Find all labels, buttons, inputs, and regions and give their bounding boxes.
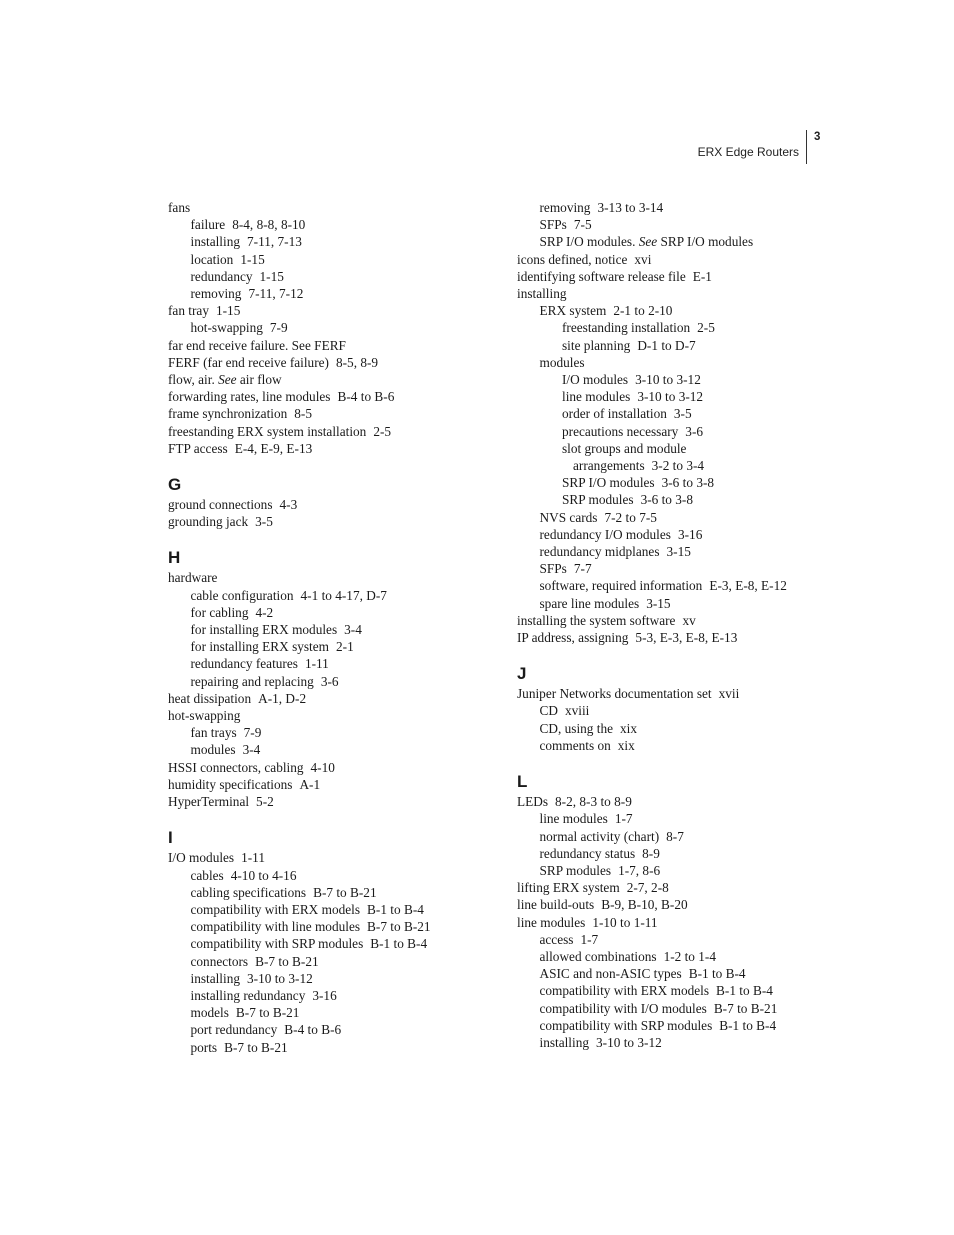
index-term: grounding jack (168, 514, 249, 530)
index-term: location (190, 251, 234, 267)
index-term: connectors (190, 953, 249, 969)
index-subentry (517, 948, 817, 965)
page-references: B-7 to B-21 (255, 953, 319, 969)
page-references: 3-6 to 3-8 (661, 475, 715, 491)
page-references: 3-16 (312, 987, 337, 1003)
page-references: 7-11, 7-12 (248, 286, 304, 302)
index-term: installing (517, 286, 567, 302)
index-term: hot-swapping (190, 320, 263, 336)
page-references: A-1 (299, 776, 321, 792)
page-references: 3-16 (677, 526, 703, 542)
index-entry (168, 199, 488, 216)
page-references: 7-11, 7-13 (247, 234, 302, 250)
index-term: for installing ERX modules (190, 622, 338, 638)
index-term: ground connections (168, 497, 273, 513)
page-references: 3-10 to 3-12 (635, 372, 701, 388)
page-references: 1-7, 8-6 (618, 862, 661, 878)
index-term: line modules (562, 389, 631, 405)
index-term: redundancy midplanes (539, 544, 660, 560)
index-subentry (517, 810, 817, 827)
index-subentry (168, 233, 488, 250)
index-subentry (517, 543, 817, 560)
index-entry (168, 302, 488, 319)
index-subentry (517, 965, 817, 982)
page-references: 3-13 to 3-14 (597, 200, 664, 215)
index-subentry (168, 741, 488, 758)
index-term: forwarding rates, line modules (168, 389, 331, 405)
index-subentry (517, 354, 817, 371)
index-subentry (168, 285, 488, 302)
index-term: allowed combinations (539, 948, 657, 964)
index-term: compatibility with ERX models (539, 983, 710, 999)
page-references: 7-7 (573, 561, 592, 577)
index-subentry (168, 901, 488, 918)
page-references: 5-2 (256, 794, 274, 810)
index-subentry (517, 1000, 817, 1017)
index-entry (168, 793, 488, 810)
index-term: cabling specifications (190, 884, 307, 900)
index-subentry (517, 319, 817, 336)
index-section-letter: G (168, 475, 182, 495)
page-references: 3-4 (344, 622, 362, 638)
page-references: 1-10 to 1-11 (592, 914, 658, 930)
index-term: fans (168, 200, 191, 215)
index-term: access (539, 931, 574, 947)
page-references: 2-1 (336, 639, 354, 655)
index-subentry (517, 862, 817, 879)
index-term: fan trays (190, 725, 237, 741)
page-references: 4-2 (255, 604, 274, 620)
see-reference-target: air flow (239, 372, 282, 388)
page-references: B-7 to B-21 (235, 1005, 300, 1021)
index-subentry (517, 474, 817, 491)
index-entry (168, 513, 488, 530)
index-subentry (517, 702, 817, 719)
index-term: icons defined, notice (517, 251, 628, 267)
page-references: E-4, E-9, E-13 (234, 440, 313, 456)
index-subentry (517, 1017, 817, 1034)
index-term: SRP I/O modules (562, 475, 655, 491)
page-references: B-7 to B-21 (313, 884, 377, 900)
index-subentry (517, 982, 817, 999)
index-term: ports (190, 1039, 218, 1055)
page-references: 3-10 to 3-12 (637, 389, 704, 405)
index-subentry (517, 233, 817, 250)
index-term: compatibility with I/O modules (539, 1000, 707, 1016)
index-subentry (517, 845, 817, 862)
index-subentry (168, 935, 488, 952)
page-references: B-1 to B-4 (716, 983, 773, 999)
index-term: NVS cards (539, 509, 598, 525)
index-term: FTP access (168, 440, 228, 456)
page-references: B-1 to B-4 (719, 1017, 777, 1033)
index-subentry (517, 509, 817, 526)
index-term: installing the system software (517, 612, 676, 628)
page-references: B-1 to B-4 (370, 936, 428, 952)
page-references: 7-5 (573, 217, 592, 233)
index-entry (517, 896, 817, 913)
index-entry (168, 337, 488, 354)
index-term: port redundancy (190, 1022, 278, 1038)
index-subentry (517, 457, 817, 474)
index-entry (517, 879, 817, 896)
page-references: B-1 to B-4 (688, 966, 746, 982)
page-references: 1-7 (580, 931, 599, 947)
index-subentry (168, 621, 488, 638)
index-subentry (168, 1039, 488, 1056)
index-term: failure (190, 217, 226, 233)
see-reference-target: SRP I/O modules (660, 234, 754, 250)
page-references: 7-2 to 7-5 (604, 509, 657, 525)
index-term: redundancy status (539, 845, 636, 861)
page-references: E-1 (692, 268, 712, 284)
index-entry (517, 612, 817, 629)
index-term: comments on (539, 737, 611, 753)
index-subentry (168, 673, 488, 690)
index-term: installing (539, 1034, 589, 1050)
index-entry (168, 354, 488, 371)
page-references: 1-7 (614, 811, 633, 827)
page-references: 2-1 to 2-10 (613, 303, 673, 319)
index-term: precautions necessary (562, 423, 679, 439)
index-section-letter: H (168, 548, 181, 568)
index-subentry (517, 560, 817, 577)
page-references: 3-5 (673, 406, 692, 422)
page-number: 3 (814, 131, 821, 143)
page-references: 8-5, 8-9 (335, 354, 379, 370)
page-references: 8-9 (642, 845, 660, 861)
index-term: order of installation (562, 406, 667, 422)
index-subentry (168, 1004, 488, 1021)
index-section-letter: J (517, 664, 527, 684)
page-references: 1-11 (304, 656, 329, 672)
index-entry (517, 629, 817, 646)
index-entry (517, 914, 817, 931)
page-references: 3-6 (320, 673, 339, 689)
index-term: HyperTerminal (168, 794, 250, 810)
page-references: 1-11 (241, 850, 265, 866)
page-references: 3-10 to 3-12 (247, 970, 313, 986)
index-subentry (517, 1034, 817, 1051)
index-term: arrangements (573, 458, 645, 474)
page-references: 4-10 (310, 759, 335, 775)
index-subentry (168, 604, 488, 621)
page-references: 5-3, E-3, E-8, E-13 (635, 630, 738, 646)
index-subentry (517, 828, 817, 845)
index-subentry (517, 371, 817, 388)
index-subentry (168, 268, 488, 285)
index-term: FERF (far end receive failure) (168, 354, 329, 370)
index-term: models (190, 1005, 229, 1021)
index-subentry (168, 638, 488, 655)
index-subentry (168, 867, 488, 884)
index-term: frame synchronization (168, 406, 288, 422)
index-term: hardware (168, 570, 218, 586)
index-entry (168, 690, 488, 707)
page-references: B-9, B-10, B-20 (601, 897, 688, 913)
page-references: xviii (564, 703, 590, 719)
page-references: 3-5 (255, 514, 273, 530)
index-subentry (517, 405, 817, 422)
index-subentry (517, 216, 817, 233)
index-entry (168, 440, 488, 457)
index-subentry (168, 251, 488, 268)
index-entry (517, 285, 817, 302)
index-entry (517, 685, 817, 702)
index-term: SRP modules (562, 492, 634, 508)
index-term: CD (539, 703, 558, 719)
index-term: repairing and replacing (190, 673, 314, 689)
page-references: B-7 to B-21 (367, 919, 431, 935)
index-entry (517, 251, 817, 268)
index-term: HSSI connectors, cabling (168, 759, 304, 775)
index-subentry (168, 655, 488, 672)
index-term: SFPs (539, 561, 567, 577)
index-term: LEDs (517, 794, 549, 810)
index-term: ASIC and non-ASIC types (539, 966, 682, 982)
index-term: far end receive failure. See FERF (168, 337, 346, 353)
index-term: hot-swapping (168, 708, 241, 724)
index-term: installing redundancy (190, 987, 306, 1003)
index-term: cables (190, 867, 224, 883)
index-term: redundancy features (190, 656, 298, 672)
index-term: heat dissipation (168, 690, 252, 706)
index-term: cable configuration (190, 587, 294, 603)
index-subentry (168, 987, 488, 1004)
index-entry (517, 268, 817, 285)
page-references: B-4 to B-6 (284, 1022, 342, 1038)
index-entry (168, 496, 488, 513)
index-term: SRP modules (539, 862, 612, 878)
page-references: 4-3 (279, 497, 298, 513)
index-term: normal activity (chart) (539, 828, 660, 844)
index-section-letter: L (517, 772, 528, 792)
index-term: slot groups and module (562, 440, 687, 456)
index-subentry (517, 526, 817, 543)
index-entry (168, 405, 488, 422)
index-term: I/O modules (562, 372, 629, 388)
index-term: line build-outs (517, 897, 595, 913)
index-term: installing (190, 234, 240, 250)
index-term: redundancy (190, 268, 253, 284)
index-term: freestanding installation (562, 320, 691, 336)
index-term: spare line modules (539, 595, 640, 611)
page-references: xix (620, 720, 638, 736)
page-references: 2-7, 2-8 (626, 880, 669, 896)
index-term: fan tray (168, 303, 209, 319)
page-references: B-1 to B-4 (367, 901, 424, 917)
index-subentry (168, 918, 488, 935)
index-term: compatibility with ERX models (190, 901, 361, 917)
index-term: I/O modules (168, 850, 235, 866)
index-entry (168, 776, 488, 793)
index-term: humidity specifications (168, 776, 293, 792)
index-term: flow, air. (168, 372, 215, 388)
index-subentry (168, 970, 488, 987)
index-entry (168, 849, 488, 866)
index-subentry (168, 884, 488, 901)
page-references: xix (617, 737, 635, 753)
index-term: freestanding ERX system installation (168, 423, 367, 439)
see-reference-marker: See (638, 234, 658, 250)
index-term: removing (190, 286, 242, 302)
index-term: for cabling (190, 604, 249, 620)
page-references: 7-9 (243, 725, 262, 741)
index-term: for installing ERX system (190, 639, 330, 655)
page-references: D-1 to D-7 (637, 337, 696, 353)
page-references: 3-4 (242, 742, 261, 758)
index-subentry (517, 302, 817, 319)
index-entry (168, 423, 488, 440)
header-title: ERX Edge Routers (697, 145, 799, 159)
index-subentry (517, 199, 817, 216)
page-references: 1-15 (240, 251, 265, 267)
index-term: site planning (562, 337, 631, 353)
page-references: B-7 to B-21 (713, 1000, 778, 1016)
page-references: B-4 to B-6 (337, 389, 395, 405)
index-entry (168, 759, 488, 776)
index-column-left (168, 199, 488, 1056)
index-term: SFPs (539, 217, 567, 233)
index-term: Juniper Networks documentation set (517, 686, 712, 702)
index-term: ERX system (539, 303, 607, 319)
page-references: xvii (718, 686, 740, 702)
page-references: 2-5 (373, 423, 392, 439)
page-references: 8-4, 8-8, 8-10 (232, 217, 306, 233)
index-subentry (517, 440, 817, 457)
index-term: identifying software release file (517, 268, 686, 284)
index-subentry (168, 587, 488, 604)
index-section-letter: I (168, 828, 173, 848)
index-subentry (517, 737, 817, 754)
index-subentry (517, 931, 817, 948)
index-subentry (517, 388, 817, 405)
page-references: 3-2 to 3-4 (651, 458, 705, 474)
page-references: 4-10 to 4-16 (230, 867, 297, 883)
index-subentry (168, 216, 488, 233)
page-references: 3-15 (666, 544, 691, 560)
index-term: CD, using the (539, 720, 614, 736)
page-references: 1-2 to 1-4 (663, 948, 717, 964)
page-references: 3-6 to 3-8 (640, 492, 694, 508)
page-references: 3-15 (646, 595, 671, 611)
page-references: 1-15 (215, 303, 241, 319)
page-references: 8-7 (666, 828, 684, 844)
page-references: 2-5 (697, 320, 715, 336)
running-header (0, 0, 954, 170)
index-subentry (168, 1021, 488, 1038)
page-references: 7-9 (269, 320, 288, 336)
page-references: 3-6 (685, 423, 704, 439)
index-term: removing (539, 200, 591, 215)
index-term: line modules (539, 811, 608, 827)
index-term: compatibility with SRP modules (539, 1017, 713, 1033)
index-subentry (168, 724, 488, 741)
index-entry (517, 793, 817, 810)
index-term: compatibility with SRP modules (190, 936, 364, 952)
index-entry (168, 707, 488, 724)
index-subentry (517, 423, 817, 440)
index-term: line modules (517, 914, 586, 930)
header-divider (806, 130, 807, 164)
page-references: 4-1 to 4-17, D-7 (300, 587, 387, 603)
index-subentry (517, 720, 817, 737)
page-references: E-3, E-8, E-12 (709, 578, 787, 594)
index-term: compatibility with line modules (190, 919, 361, 935)
page-references: 8-5 (294, 406, 312, 422)
page-references: 8-2, 8-3 to 8-9 (555, 794, 632, 810)
index-term: lifting ERX system (517, 880, 620, 896)
index-subentry (517, 595, 817, 612)
index-column-right (517, 199, 817, 1051)
index-entry (168, 569, 488, 586)
index-subentry (517, 491, 817, 508)
index-term: IP address, assigning (517, 630, 629, 646)
page-references: B-7 to B-21 (224, 1039, 288, 1055)
index-subentry (168, 319, 488, 336)
index-term: software, required information (539, 578, 703, 594)
index-subentry (517, 577, 817, 594)
page-references: xvi (634, 251, 652, 267)
index-term: redundancy I/O modules (539, 526, 671, 542)
page-references: A-1, D-2 (258, 690, 307, 706)
page-references: 3-10 to 3-12 (596, 1034, 662, 1050)
index-term: modules (190, 742, 236, 758)
index-term: installing (190, 970, 240, 986)
index-entry (168, 371, 488, 388)
index-subentry (168, 953, 488, 970)
index-term: SRP I/O modules. (539, 234, 636, 250)
page-references: xv (682, 612, 696, 628)
index-entry (168, 388, 488, 405)
index-term: modules (539, 354, 585, 370)
index-subentry (517, 337, 817, 354)
see-reference-marker: See (218, 372, 237, 388)
page-references: 1-15 (259, 268, 284, 284)
